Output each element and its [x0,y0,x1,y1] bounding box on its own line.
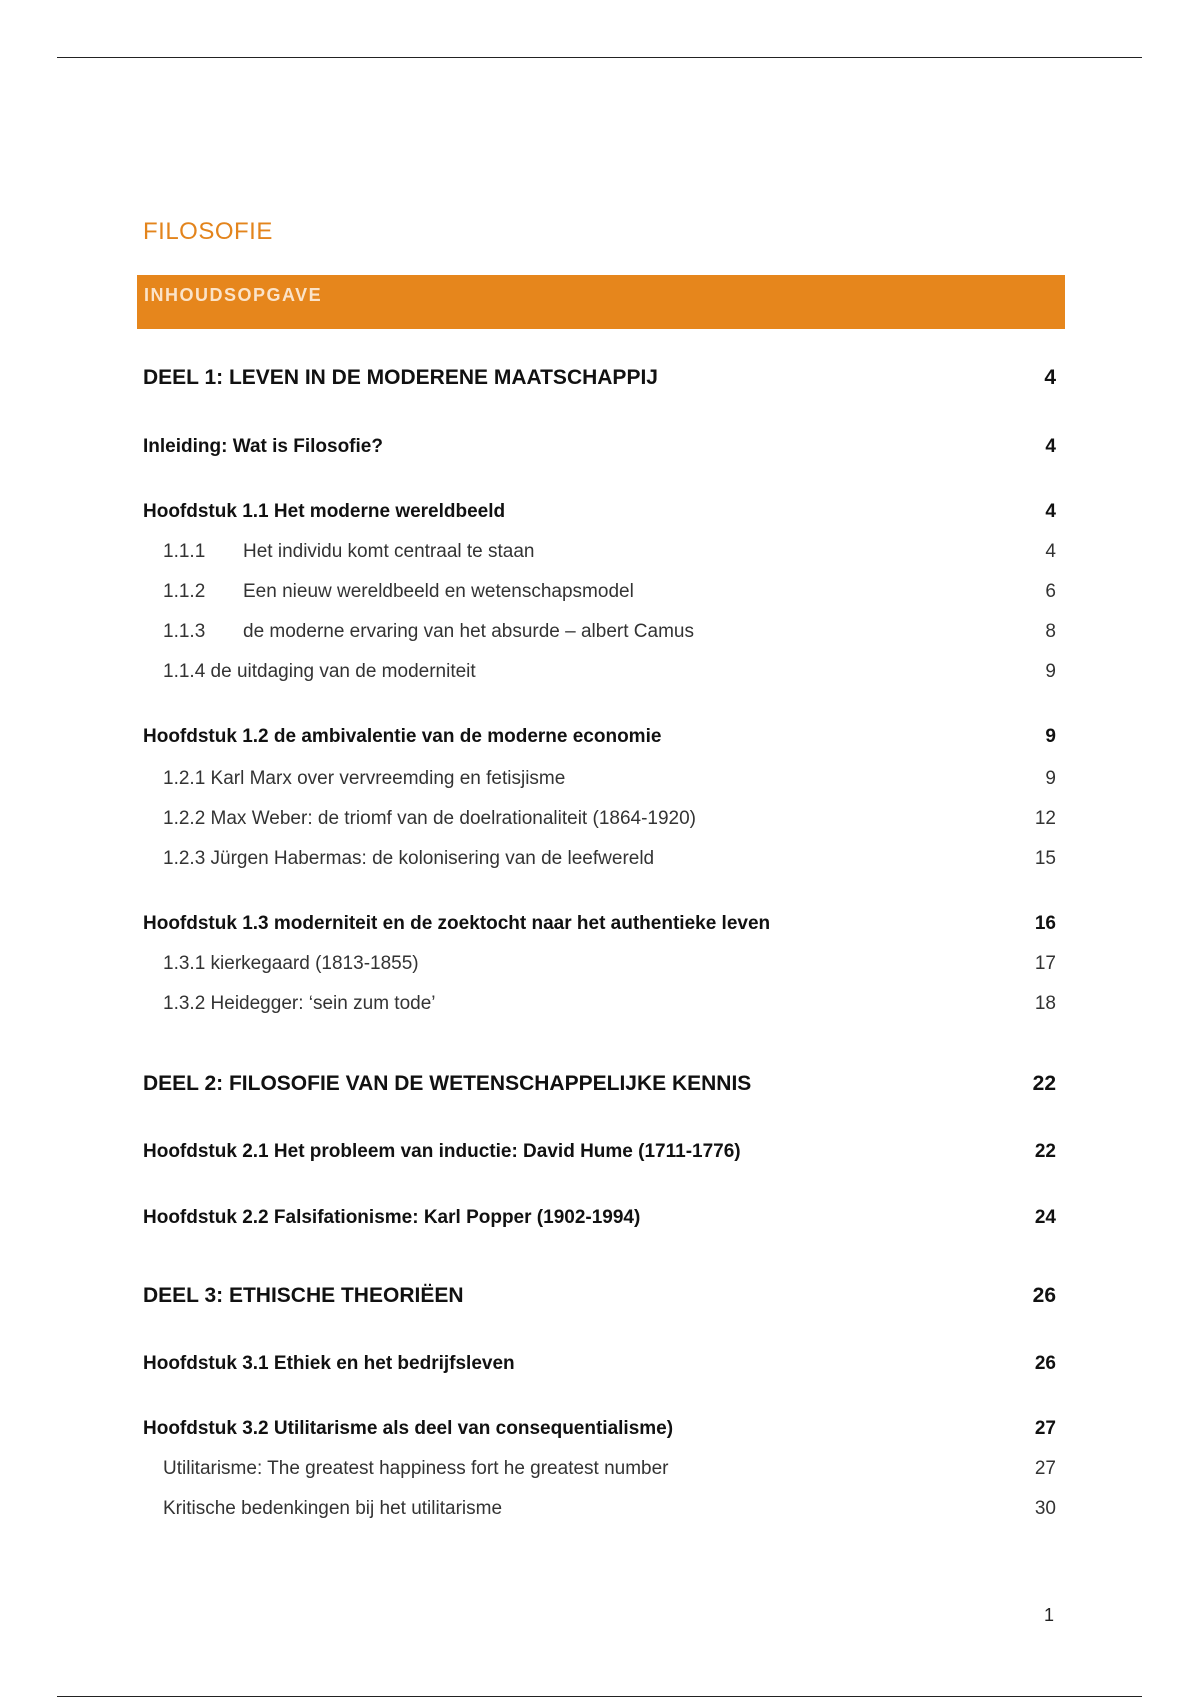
toc-section-code: 1.1.2 [163,581,206,602]
toc-section-code: 1.1.3 [163,621,206,642]
toc-entry-label: Hoofdstuk 1.2 de ambivalentie van de moderne economie [143,726,662,747]
toc-part-3[interactable] [143,1284,1056,1308]
toc-chapter[interactable] [143,501,1056,523]
toc-section[interactable] [143,808,1056,830]
toc-page-number: 27 [1034,1418,1056,1439]
toc-section-text: Een nieuw wereldbeeld en wetenschapsmodel [243,581,634,602]
toc-entry-label: 1.3.1 kierkegaard (1813-1855) [163,953,419,974]
toc-entry-label: 1.2.1 Karl Marx over vervreemding en fetisjisme [163,768,566,789]
toc-page-number: 27 [1034,1458,1056,1479]
toc-entry-label: Hoofdstuk 3.1 Ethiek en het bedrijfsleven [143,1353,515,1374]
toc-page-number: 4 [1045,541,1056,562]
toc-section[interactable] [143,848,1056,870]
toc-part-2[interactable] [143,1072,1056,1096]
footer-rule [57,1696,1142,1697]
toc-page-number: 9 [1045,768,1056,789]
toc-section[interactable] [143,768,1056,790]
toc-page-number: 30 [1034,1498,1056,1519]
toc-entry-label: Hoofdstuk 2.1 Het probleem van inductie: David Hume (1711-1776) [143,1141,741,1162]
toc-part-1[interactable] [143,366,1056,390]
toc-section-text: de moderne ervaring van het absurde – albert Camus [243,621,694,642]
toc-section-text: Het individu komt centraal te staan [243,541,535,562]
toc-entry-label [143,621,694,643]
toc-heading-bar [137,275,1065,329]
toc-page-number: 15 [1034,848,1056,869]
toc-entry-label: Hoofdstuk 2.2 Falsifationisme: Karl Popper (1902-1994) [143,1207,641,1228]
toc-page-number: 4 [1045,436,1056,457]
toc-entry-label: DEEL 3: ETHISCHE THEORIËEN [143,1284,464,1307]
toc-page-number: 9 [1045,726,1056,747]
toc-page-number: 4 [1044,366,1056,389]
toc-section[interactable] [143,541,1056,563]
toc-chapter[interactable] [143,726,1056,748]
toc-page-number: 4 [1045,501,1056,522]
toc-entry-label [143,541,535,563]
toc-section[interactable] [143,621,1056,643]
toc-heading: INHOUDSOPGAVE [144,285,323,305]
toc-entry-label: Inleiding: Wat is Filosofie? [143,436,383,457]
toc-page-number: 26 [1032,1284,1056,1307]
toc-chapter[interactable] [143,913,1056,935]
toc-chapter[interactable] [143,436,1056,458]
toc-section[interactable] [143,953,1056,975]
toc-section[interactable] [143,661,1056,683]
toc-section[interactable] [143,1498,1056,1520]
toc-page-number: 24 [1034,1207,1056,1228]
toc-chapter[interactable] [143,1141,1056,1163]
toc-page-number: 8 [1045,621,1056,642]
toc-page-number: 9 [1045,661,1056,682]
toc-page-number: 22 [1032,1072,1056,1095]
toc-entry-label: 1.3.2 Heidegger: ‘sein zum tode’ [163,993,436,1014]
toc-chapter[interactable] [143,1353,1056,1375]
toc-section[interactable] [143,1458,1056,1480]
toc-entry-label: 1.1.4 de uitdaging van de moderniteit [163,661,476,682]
toc-entry-label: Hoofdstuk 1.3 moderniteit en de zoektocht naar het authentieke leven [143,913,771,934]
toc-entry-label: Utilitarisme: The greatest happiness fort he greatest number [163,1458,669,1479]
toc-page-number: 12 [1034,808,1056,829]
toc-page-number: 18 [1034,993,1056,1014]
toc-page-number: 16 [1034,913,1056,934]
toc-section-code: 1.1.1 [163,541,206,562]
toc-entry-label [143,581,634,603]
toc-page-number: 22 [1034,1141,1056,1162]
document-title: FILOSOFIE [143,218,273,245]
toc-entry-label: 1.2.2 Max Weber: de triomf van de doelrationaliteit (1864-1920) [163,808,697,829]
toc-section[interactable] [143,993,1056,1015]
toc-section[interactable] [143,581,1056,603]
toc-page-number: 17 [1034,953,1056,974]
toc-entry-label: DEEL 1: LEVEN IN DE MODERENE MAATSCHAPPIJ [143,366,658,389]
toc-page-number: 26 [1034,1353,1056,1374]
header-rule [57,57,1142,58]
toc-chapter[interactable] [143,1207,1056,1229]
page-number: 1 [1044,1605,1055,1625]
toc-entry-label: Kritische bedenkingen bij het utilitarisme [163,1498,503,1519]
toc-entry-label: Hoofdstuk 3.2 Utilitarisme als deel van consequentialisme) [143,1418,674,1439]
toc-entry-label: DEEL 2: FILOSOFIE VAN DE WETENSCHAPPELIJKE KENNIS [143,1072,752,1095]
toc-entry-label: Hoofdstuk 1.1 Het moderne wereldbeeld [143,501,506,522]
toc-entry-label: 1.2.3 Jürgen Habermas: de kolonisering van de leefwereld [163,848,655,869]
toc-page-number: 6 [1045,581,1056,602]
toc-chapter[interactable] [143,1418,1056,1440]
